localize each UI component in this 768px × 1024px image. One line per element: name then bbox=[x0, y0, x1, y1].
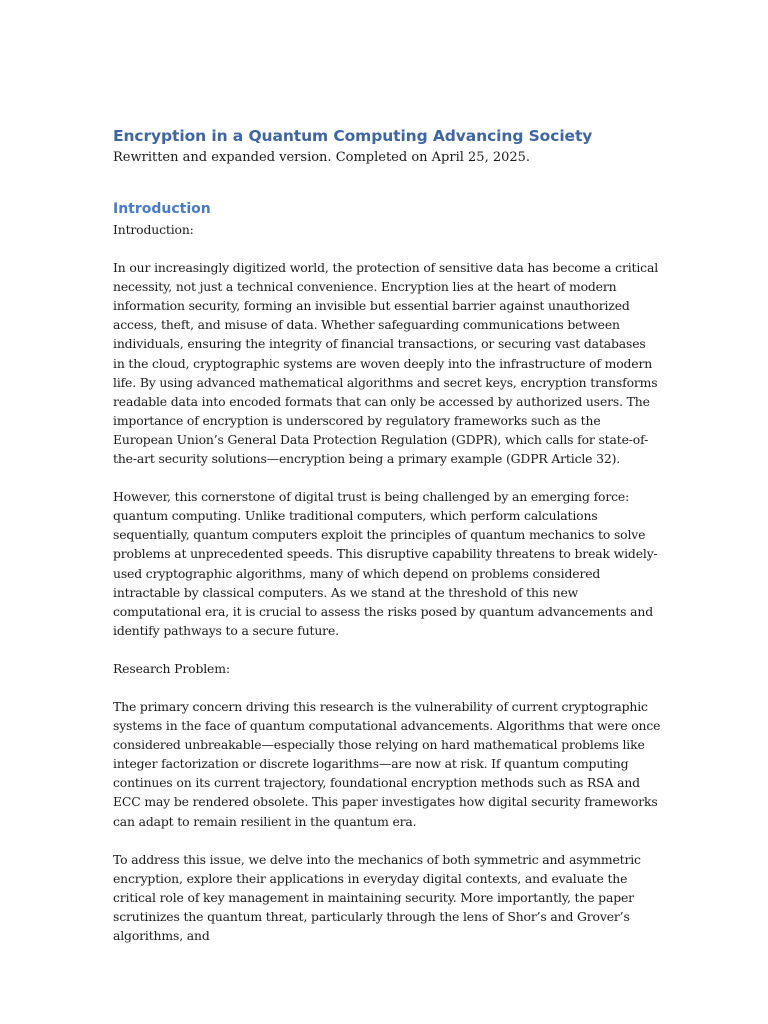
paragraph-intro-label: Introduction: bbox=[113, 222, 194, 237]
document-subtitle: Rewritten and expanded version. Completed on April 25, 2025. bbox=[113, 150, 531, 165]
paragraph-digitized-world: In our increasingly digitized world, the protection of sensitive data has become a critical necessity, not just a technical convenience. Encryption lies at the heart of modern information security, forming an invisible but essential barrier against unauthorized access, theft, and misuse of data. Whether safeguarding communications between individuals, ensuring the integrity of financial transactions, or securing vast databases in the cloud, cryptographic systems are woven deeply into the infrastructure of modern life. By using advanced mathematical algorithms and secret keys, encryption transforms readable data into encoded formats that can only be accessed by authorized users. The importance of encryption is underscored by regulatory frameworks such as the European Union’s General Data Protection Regulation (GDPR), which calls for state-of-the-art security solutions—encryption being a primary example (GDPR Article 32). bbox=[113, 260, 659, 467]
paragraph-research-problem-label: Research Problem: bbox=[113, 660, 230, 676]
paragraph-primary-concern: The primary concern driving this research is the vulnerability of current cryptographic systems in the face of quantum computational advancements. Algorithms that were once considered unbreakable—especially those relying on hard mathematical problems like integer factorization or discrete logarithms—are now at risk. If quantum computing continues on its current trajectory, foundational encryption methods such as RSA and ECC may be rendered obsolete. This paper investigates how digital security frameworks can adapt to remain resilient in the quantum era. bbox=[113, 698, 661, 829]
paragraph-quantum-challenge: However, this cornerstone of digital trust is being challenged by an emerging force: quantum computing. Unlike traditional computers, which perform calculations sequentially, quantum computers exploit the principles of quantum mechanics to solve problems at unprecedented speeds. This disruptive capability threatens to break widely-used cryptographic algorithms, many of which depend on problems considered intractable by classical computers. As we stand at the threshold of this new computational era, it is crucial to assess the risks posed by quantum advancements and identify pathways to a secure future. bbox=[113, 489, 658, 638]
document-title: Encryption in a Quantum Computing Advancing Society bbox=[113, 127, 593, 145]
paragraph-address-issue: To address this issue, we delve into the mechanics of both symmetric and asymmetric encryption, explore their applications in everyday digital contexts, and evaluate the critical role of key management in maintaining security. More importantly, the paper scrutinizes the quantum threat, particularly through the lens of Shor’s and Grover’s algorithms, and bbox=[113, 851, 641, 943]
document-body bbox=[113, 124, 661, 964]
section-heading-introduction: Introduction bbox=[113, 201, 211, 217]
